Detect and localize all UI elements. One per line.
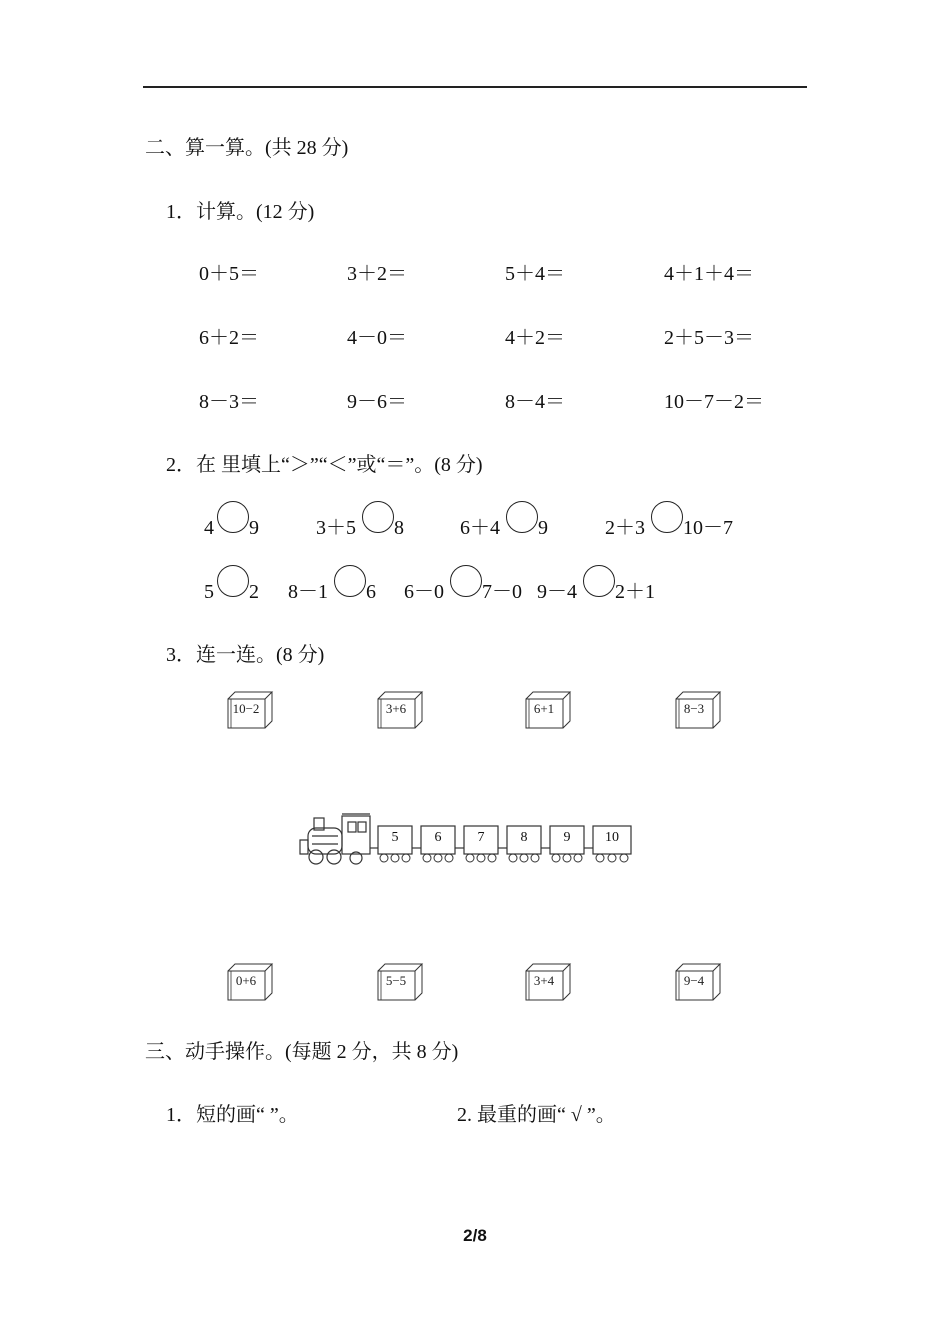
compare-right: 8 [394,517,404,539]
compare-circle[interactable] [506,501,538,533]
calc-item: 3＋2＝ [347,263,407,285]
compare-right: 10－7 [683,517,733,539]
calc-item: 9－6＝ [347,391,407,413]
section2-title: 二、算一算。(共 28 分) [145,137,349,159]
compare-circle[interactable] [217,501,249,533]
compare-circle[interactable] [334,565,366,597]
compare-circle[interactable] [583,565,615,597]
calc-item: 10－7－2＝ [664,391,764,413]
top-box[interactable] [227,691,269,721]
calc-item: 0＋5＝ [199,263,259,285]
compare-right: 2 [249,581,259,603]
bottom-box-label: 0+6 [235,973,257,988]
bottom-box[interactable] [525,963,567,993]
compare-circle[interactable] [217,565,249,597]
calc-item: 4＋2＝ [505,327,565,349]
compare-left: 8－1 [288,581,328,603]
compare-left: 2＋3 [605,517,645,539]
calc-item: 4－0＝ [347,327,407,349]
page-number: 2/8 [463,1226,487,1245]
section3-title: 三、动手操作。(每题 2 分，共 8 分) [145,1041,459,1063]
bottom-box[interactable] [227,963,269,993]
bottom-box[interactable] [675,963,717,993]
compare-left: 6＋4 [460,517,500,539]
train-car-number: 7 [477,830,485,845]
compare-right: 2＋1 [615,581,655,603]
compare-circle[interactable] [651,501,683,533]
q2-title: 2．在 里填上“＞”“＜”或“＝”。(8 分) [166,454,483,476]
compare-circle[interactable] [362,501,394,533]
calc-item: 8－3＝ [199,391,259,413]
train-car-number: 10 [605,830,619,845]
top-box[interactable] [675,691,717,721]
top-box-label: 6+1 [533,701,555,716]
top-box-label: 10−2 [232,701,260,716]
top-box-label: 8−3 [683,701,705,716]
q3-title: 3．连一连。(8 分) [166,644,325,666]
calc-item: 5＋4＝ [505,263,565,285]
compare-right: 6 [366,581,376,603]
bottom-box-label: 9−4 [683,973,705,988]
compare-left: 5 [204,581,214,603]
calc-item: 8－4＝ [505,391,565,413]
bottom-box-label: 3+4 [533,973,555,988]
compare-right: 7－0 [482,581,522,603]
top-box[interactable] [525,691,567,721]
compare-right: 9 [538,517,548,539]
bottom-box[interactable] [377,963,419,993]
top-box[interactable] [377,691,419,721]
calc-item: 2＋5－3＝ [664,327,754,349]
compare-left: 3＋5 [316,517,356,539]
s3-q2: 2. 最重的画“ √ ”。 [457,1104,616,1126]
compare-left: 4 [204,517,214,539]
bottom-box-label: 5−5 [385,973,407,988]
s3-q1: 1．短的画“ ”。 [166,1104,299,1126]
compare-right: 9 [249,517,259,539]
calc-item: 4＋1＋4＝ [664,263,754,285]
train-illustration [298,810,636,866]
train-car-number: 9 [563,830,571,845]
q1-title: 1．计算。(12 分) [166,201,315,223]
top-rule [143,86,807,88]
compare-circle[interactable] [450,565,482,597]
train-car-number: 8 [520,830,528,845]
top-box-label: 3+6 [385,701,407,716]
train-car-number: 5 [391,830,399,845]
current-page: 2 [463,1226,473,1245]
total-pages: 8 [477,1226,487,1245]
compare-left: 6－0 [404,581,444,603]
train-car-number: 6 [434,830,442,845]
compare-left: 9－4 [537,581,577,603]
calc-item: 6＋2＝ [199,327,259,349]
